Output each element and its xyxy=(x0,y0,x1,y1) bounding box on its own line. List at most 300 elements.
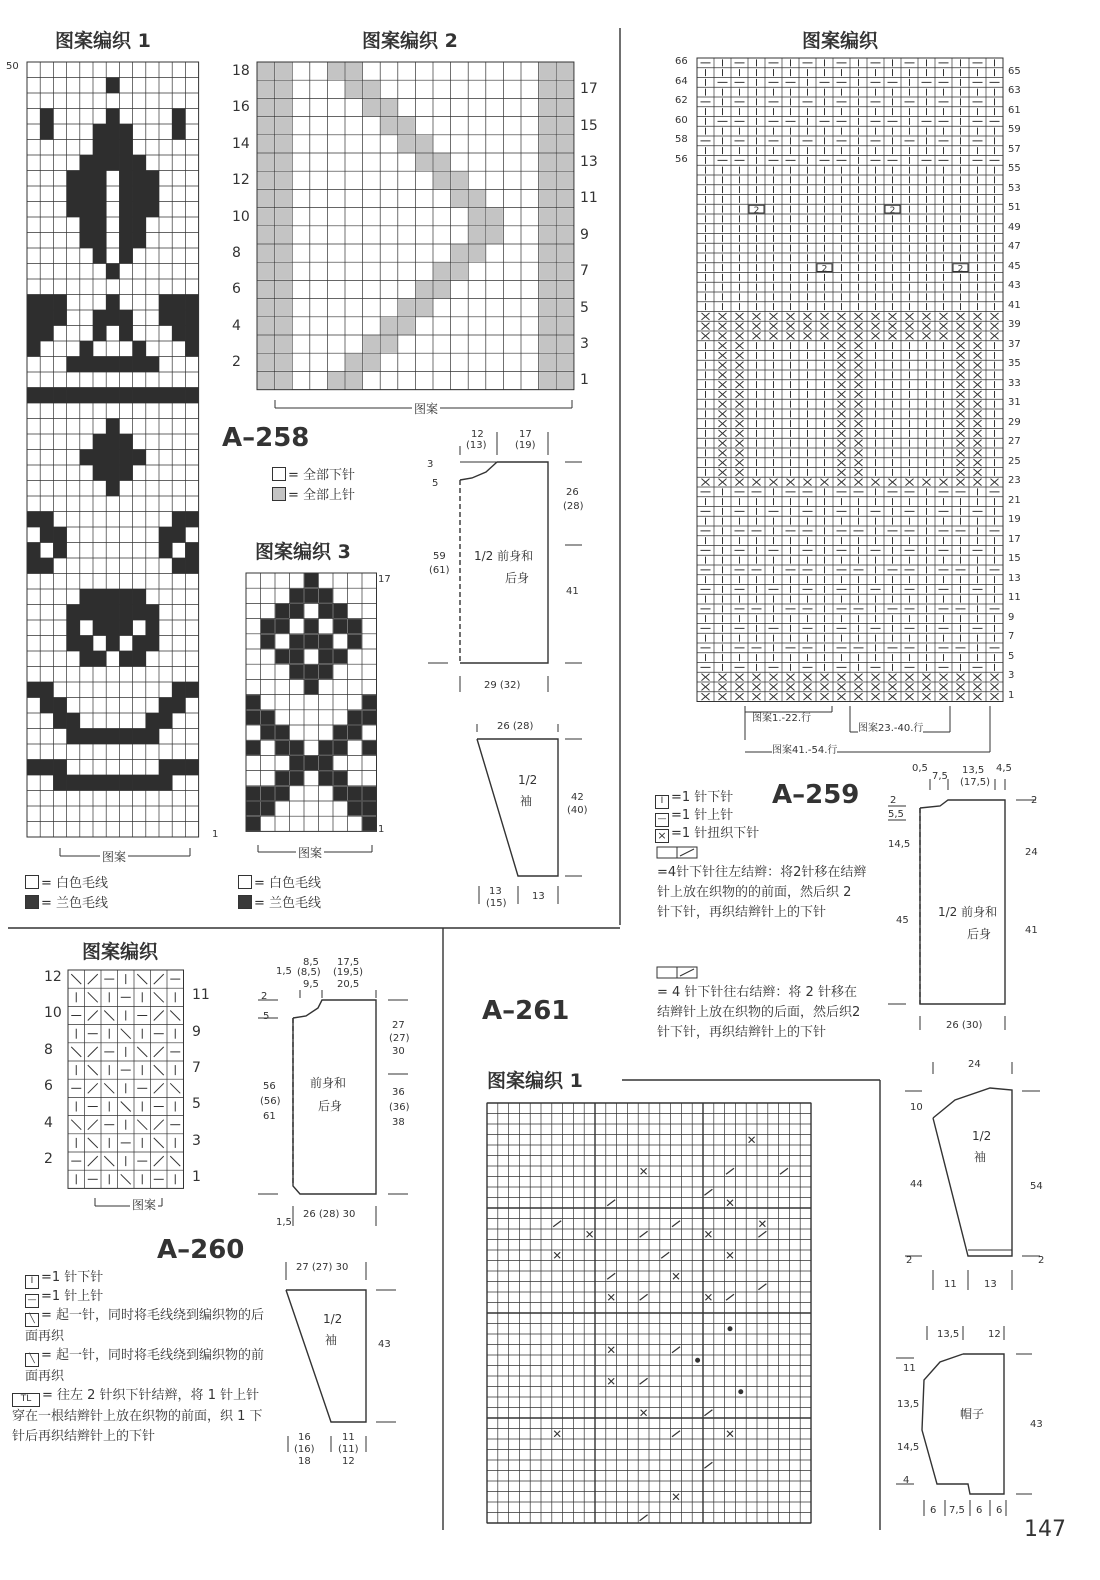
dim: 18 xyxy=(298,1456,311,1467)
chart1-cell xyxy=(119,186,132,202)
chart1-cell xyxy=(133,605,146,621)
range2: 图案23.-40.行 xyxy=(858,723,924,734)
chart1-cell xyxy=(106,155,119,171)
chart1-cell xyxy=(119,233,132,249)
chart3-cell xyxy=(319,589,333,603)
chart1-cell xyxy=(133,186,146,202)
chart1-cell xyxy=(119,124,132,140)
chart1-cell xyxy=(106,388,119,404)
dim: 2 xyxy=(906,1255,913,1266)
chart3-cell xyxy=(319,741,333,755)
chart2-cell xyxy=(258,99,275,116)
chart1-cell xyxy=(185,388,198,404)
chart3-cell xyxy=(247,802,261,816)
chart2-cell xyxy=(539,317,556,334)
sleeve-label: 1/2 xyxy=(972,1129,992,1143)
dim: 4 xyxy=(903,1475,910,1486)
dim: 6 xyxy=(996,1505,1003,1516)
chart2-cell xyxy=(557,226,574,243)
a260-legend-purl xyxy=(25,1287,103,1308)
chart1-cell xyxy=(159,698,172,714)
chart2-cell xyxy=(346,354,363,371)
chart1-cell xyxy=(146,729,159,745)
chart1-cell xyxy=(146,605,159,621)
row-label: 31 xyxy=(1008,397,1021,409)
chart2-cell xyxy=(557,208,574,225)
chart3-cell xyxy=(276,786,290,800)
chart1-cell xyxy=(133,233,146,249)
row-label: 2 xyxy=(44,1151,53,1167)
chart3-cell xyxy=(261,619,275,633)
page-number: 147 xyxy=(1024,1517,1066,1542)
chart2-cell xyxy=(258,172,275,189)
chart3-cell xyxy=(348,786,362,800)
chart1-cell xyxy=(119,651,132,667)
a258-legend-knit xyxy=(272,466,355,486)
chart1-cell xyxy=(133,775,146,791)
range3: 图案41.-54.行 xyxy=(772,745,838,756)
chart1-cell xyxy=(80,651,93,667)
chart2-cell xyxy=(557,245,574,262)
chart3-cell xyxy=(348,726,362,740)
row-label: 5 xyxy=(1008,650,1015,662)
chart1-cell xyxy=(93,651,106,667)
dim: 17 xyxy=(519,429,532,440)
chart1-cell xyxy=(27,682,40,698)
chart2-cell xyxy=(486,208,503,225)
chart3-cell xyxy=(319,604,333,618)
chart1-cell xyxy=(172,760,185,776)
chart1-cell xyxy=(119,202,132,218)
chart1-cell xyxy=(40,512,53,528)
chart1-cell xyxy=(93,155,106,171)
dim: 6 xyxy=(976,1505,983,1516)
chart1-cell xyxy=(106,310,119,326)
chart3-cell xyxy=(290,756,304,770)
chart1-cell xyxy=(40,310,53,326)
chart1-cell xyxy=(185,326,198,342)
row-label: 7 xyxy=(1008,631,1015,643)
chart1-cell xyxy=(133,341,146,357)
chart1-bottom-row: 1 xyxy=(212,829,219,840)
sleeve-label: 1/2 xyxy=(518,773,538,787)
chart1-cell xyxy=(133,171,146,187)
chart1-cell xyxy=(80,729,93,745)
chart2-cell xyxy=(539,190,556,207)
chart1-cell xyxy=(185,512,198,528)
dim: 56 xyxy=(263,1081,276,1092)
chart2-cell xyxy=(363,354,380,371)
chart1-cell xyxy=(185,760,198,776)
chart1-cell xyxy=(93,357,106,373)
dim: 29 (32) xyxy=(484,680,521,691)
chart3-cell xyxy=(319,771,333,785)
row-label: 1 xyxy=(192,1169,201,1186)
dim: 2 xyxy=(1031,795,1038,806)
chart1-cell xyxy=(93,589,106,605)
chart1-cell xyxy=(67,775,80,791)
dim: 13,5 xyxy=(962,765,985,776)
chart3-cell xyxy=(319,665,333,679)
chart1-cell xyxy=(106,109,119,125)
chart2-cell xyxy=(398,117,415,134)
cable-number: 2 xyxy=(889,206,896,216)
chart1-cell xyxy=(146,388,159,404)
chart3-cell xyxy=(305,756,319,770)
dim: (36) xyxy=(389,1102,410,1113)
row-label: 65 xyxy=(1008,65,1021,77)
a260-legend-knit xyxy=(25,1268,103,1289)
dim: 2 xyxy=(261,991,268,1002)
dim: (19,5) xyxy=(333,967,364,978)
dim: 20,5 xyxy=(337,979,360,990)
cable-number: 2 xyxy=(957,264,964,275)
chart1-cell xyxy=(159,295,172,311)
a258-code: A–258 xyxy=(222,423,310,453)
row-label: 1 xyxy=(580,372,589,389)
chart1-cell xyxy=(172,295,185,311)
chart1-cell xyxy=(27,543,40,559)
a260-code: A–260 xyxy=(157,1235,245,1265)
chart1-cell xyxy=(106,605,119,621)
legend-text: = 白色毛线 xyxy=(254,876,322,891)
dim: 61 xyxy=(263,1111,276,1122)
chart1-cell xyxy=(67,605,80,621)
dim: 10 xyxy=(910,1102,923,1113)
chart1-cell xyxy=(146,713,159,729)
chart1-cell xyxy=(27,558,40,574)
chart1-cell xyxy=(133,589,146,605)
bobble-mark xyxy=(695,1358,700,1363)
chart2-cell xyxy=(275,172,292,189)
chart1-cell xyxy=(53,295,66,311)
dim: 14,5 xyxy=(897,1442,920,1453)
chart1-cell xyxy=(172,388,185,404)
chart1-cell xyxy=(106,78,119,94)
chart1-cell xyxy=(106,434,119,450)
chart1-cell xyxy=(93,217,106,233)
chart1-cell xyxy=(40,527,53,543)
a259-chart-title: 图案编织 xyxy=(802,30,879,52)
chart1-cell xyxy=(119,326,132,342)
chart1-cell xyxy=(146,636,159,652)
chart2-cell xyxy=(557,154,574,171)
dim: 38 xyxy=(392,1117,405,1128)
a259-sleeve-outline xyxy=(933,1088,1012,1256)
cable-number: 2 xyxy=(753,206,760,216)
chart2-cell xyxy=(557,135,574,152)
dim: 17,5 xyxy=(337,957,360,968)
dim: 1,5 xyxy=(276,966,292,977)
chart2-cell xyxy=(258,372,275,389)
bobble-mark xyxy=(738,1389,743,1394)
chart3-cell xyxy=(290,771,304,785)
legend-text: =1 针扭织下针 xyxy=(671,826,760,841)
row-label: 21 xyxy=(1008,494,1021,506)
a259-code: A–259 xyxy=(772,780,860,810)
chart1-cell xyxy=(93,450,106,466)
dim: 45 xyxy=(896,915,909,926)
chart1-cell xyxy=(53,760,66,776)
chart2-cell xyxy=(398,135,415,152)
chart2-cell xyxy=(557,99,574,116)
row-label: 15 xyxy=(1008,553,1021,565)
legend-text: = 兰色毛线 xyxy=(254,896,322,911)
row-label: 5 xyxy=(580,299,589,316)
legend-symbol: TL xyxy=(12,1393,40,1407)
dim: 27 (27) 30 xyxy=(296,1262,349,1273)
row-label: 8 xyxy=(44,1041,53,1058)
sleeve-label: 袖 xyxy=(974,1150,987,1164)
row-label: 66 xyxy=(675,56,688,67)
chart1-cell xyxy=(133,636,146,652)
row-label: 2 xyxy=(232,354,241,371)
chart1-cell xyxy=(67,636,80,652)
a259-body-outline xyxy=(920,800,1005,1004)
dim: (16) xyxy=(294,1444,315,1455)
chart1-cell xyxy=(67,202,80,218)
chart1-cell xyxy=(80,388,93,404)
chart2-cell xyxy=(539,299,556,316)
row-label: 61 xyxy=(1008,104,1021,116)
chart1-cell xyxy=(146,357,159,373)
chart2-cell xyxy=(258,117,275,134)
chart2-cell xyxy=(416,299,433,316)
chart1-cell xyxy=(93,729,106,745)
chart3-cell xyxy=(276,771,290,785)
row-label: 3 xyxy=(192,1132,201,1149)
chart1-cell xyxy=(53,698,66,714)
chart2-cell xyxy=(363,81,380,98)
chart1-cell xyxy=(119,310,132,326)
chart2-cell xyxy=(451,263,468,280)
chart2-cell xyxy=(539,172,556,189)
chart1-cell xyxy=(133,217,146,233)
chart2-cell xyxy=(557,281,574,298)
chart1-cell xyxy=(119,605,132,621)
chart1-cell xyxy=(40,295,53,311)
chart1-cell xyxy=(93,248,106,264)
chart1-cell xyxy=(133,388,146,404)
chart2-cell xyxy=(539,208,556,225)
chart1-cell xyxy=(133,729,146,745)
chart1-cell xyxy=(172,682,185,698)
chart1-cell xyxy=(80,217,93,233)
row-label: 39 xyxy=(1008,319,1021,331)
chart1-cell xyxy=(106,140,119,156)
chart1-cell xyxy=(40,558,53,574)
chart3-cell xyxy=(348,634,362,648)
chart2-cell xyxy=(275,245,292,262)
chart2-cell xyxy=(539,336,556,353)
chart1-title: 图案编织 1 xyxy=(55,30,151,52)
chart2-cell xyxy=(381,317,398,334)
legend-symbol: × xyxy=(655,829,669,843)
chart3-cell xyxy=(276,741,290,755)
dim: 13,5 xyxy=(937,1329,960,1340)
chart1-cell xyxy=(67,186,80,202)
chart1-cell xyxy=(185,682,198,698)
legend-text: = 全部上针 xyxy=(288,488,356,503)
chart1-cell xyxy=(53,775,66,791)
row-label: 56 xyxy=(675,153,688,165)
chart2-cell xyxy=(275,226,292,243)
chart1-cell xyxy=(119,450,132,466)
chart2-cell xyxy=(451,245,468,262)
body-label: 1/2 前身和 xyxy=(938,905,998,919)
chart2-cell xyxy=(275,281,292,298)
chart2-cell xyxy=(258,81,275,98)
chart1-cell xyxy=(93,775,106,791)
chart2-cell xyxy=(258,63,275,80)
row-label: 13 xyxy=(580,154,598,170)
chart1-cell xyxy=(106,419,119,435)
chart3-cell xyxy=(348,619,362,633)
chart1-cell xyxy=(27,388,40,404)
chart1-cell xyxy=(27,295,40,311)
row-label: 25 xyxy=(1008,455,1021,467)
dim: 2 xyxy=(890,795,897,806)
chart1-cell xyxy=(106,124,119,140)
row-label: 18 xyxy=(232,63,250,79)
chart1-cell xyxy=(172,698,185,714)
cable-left-box xyxy=(657,847,677,858)
chart1-cell xyxy=(119,217,132,233)
chart1-cell xyxy=(67,713,80,729)
chart2-cell xyxy=(381,99,398,116)
chart3-cell xyxy=(276,604,290,618)
row-label: 45 xyxy=(1008,260,1021,272)
chart1-cell xyxy=(93,434,106,450)
chart2-cell xyxy=(557,190,574,207)
dim: 16 xyxy=(298,1432,311,1443)
dim: 26 (28) 30 xyxy=(303,1209,356,1220)
chart1-cell xyxy=(93,310,106,326)
row-label: 19 xyxy=(1008,514,1021,526)
chart1-cell xyxy=(119,388,132,404)
chart1-cell xyxy=(40,388,53,404)
row-label: 27 xyxy=(1008,436,1021,448)
row-label: 6 xyxy=(232,281,241,298)
chart1-cell xyxy=(93,202,106,218)
dim: 24 xyxy=(1025,847,1038,858)
chart1-cell xyxy=(106,450,119,466)
chart1-cell xyxy=(119,620,132,636)
chart3-cell xyxy=(276,619,290,633)
chart2-cell xyxy=(557,372,574,389)
chart1-cell xyxy=(172,124,185,140)
chart1-cell xyxy=(93,605,106,621)
chart1-cell xyxy=(159,388,172,404)
row-label: 12 xyxy=(44,969,62,985)
sleeve-label: 袖 xyxy=(325,1333,338,1347)
legend-text: = 起一针，同时将毛线绕到编织物的后面再织 xyxy=(25,1308,265,1344)
chart1-cell xyxy=(172,109,185,125)
row-label: 10 xyxy=(44,1005,62,1022)
chart2-cell xyxy=(539,135,556,152)
chart1-cell xyxy=(106,729,119,745)
chart2-cell xyxy=(539,81,556,98)
chart1-cell xyxy=(159,775,172,791)
chart1-cell xyxy=(93,388,106,404)
chart2-cell xyxy=(381,336,398,353)
chart2-cell xyxy=(434,263,451,280)
chart1-cell xyxy=(106,295,119,311)
chart1-cell xyxy=(119,357,132,373)
dim: 36 xyxy=(392,1087,405,1098)
chart3-cell xyxy=(334,619,348,633)
chart1-cell xyxy=(27,326,40,342)
legend-symbol: I xyxy=(655,795,669,809)
chart2-cell xyxy=(275,81,292,98)
chart2-cell xyxy=(381,117,398,134)
dim: 3 xyxy=(427,459,434,470)
legend-text: = 兰色毛线 xyxy=(41,896,109,911)
chart2-cell xyxy=(258,245,275,262)
chart3-cell xyxy=(261,786,275,800)
chart1-cell xyxy=(53,543,66,559)
a260-legend-inc-front xyxy=(25,1346,265,1387)
row-label: 64 xyxy=(675,75,688,87)
a258-legend-blue xyxy=(25,894,108,914)
chart3-cell xyxy=(261,726,275,740)
bobble-mark xyxy=(728,1326,733,1331)
a258-sleeve-outline xyxy=(477,739,558,876)
chart2-cell xyxy=(557,172,574,189)
chart2-cell xyxy=(434,154,451,171)
chart3-cell xyxy=(334,741,348,755)
chart2-cell xyxy=(539,154,556,171)
chart1-cell xyxy=(106,620,119,636)
row-label: 57 xyxy=(1008,143,1021,155)
chart1-cell xyxy=(67,357,80,373)
row-label: 63 xyxy=(1008,85,1021,97)
chart3-cell xyxy=(334,604,348,618)
chart2-cell xyxy=(539,245,556,262)
body-label: 前身和 xyxy=(310,1076,347,1090)
row-label: 17 xyxy=(580,81,598,98)
chart2-cell xyxy=(275,336,292,353)
dim: 13 xyxy=(532,891,545,902)
chart2-cell xyxy=(258,190,275,207)
chart3-cell xyxy=(261,634,275,648)
dim: 7,5 xyxy=(932,771,948,782)
row-label: 5 xyxy=(192,1096,201,1113)
row-label: 3 xyxy=(580,336,589,352)
cable-right-box xyxy=(657,967,677,978)
row-label: 16 xyxy=(232,99,250,116)
chart1-cell xyxy=(80,171,93,187)
chart3-cell xyxy=(276,650,290,664)
chart1-cell xyxy=(146,202,159,218)
row-label: 23 xyxy=(1008,475,1021,487)
chart1-cell xyxy=(146,186,159,202)
chart2-cell xyxy=(416,154,433,171)
chart3-cell xyxy=(363,802,377,816)
chart3-cell xyxy=(290,604,304,618)
chart3-cell xyxy=(363,710,377,724)
chart1-cell xyxy=(93,186,106,202)
chart2-cell xyxy=(451,172,468,189)
chart1-cell xyxy=(67,729,80,745)
chart1-bottom-label: 图案 xyxy=(102,850,127,864)
chart2-cell xyxy=(346,81,363,98)
chart2-cell xyxy=(258,226,275,243)
chart1-cell xyxy=(172,326,185,342)
chart1-cell xyxy=(106,775,119,791)
chart2-cell xyxy=(258,208,275,225)
a259-hood-outline xyxy=(922,1354,1004,1494)
